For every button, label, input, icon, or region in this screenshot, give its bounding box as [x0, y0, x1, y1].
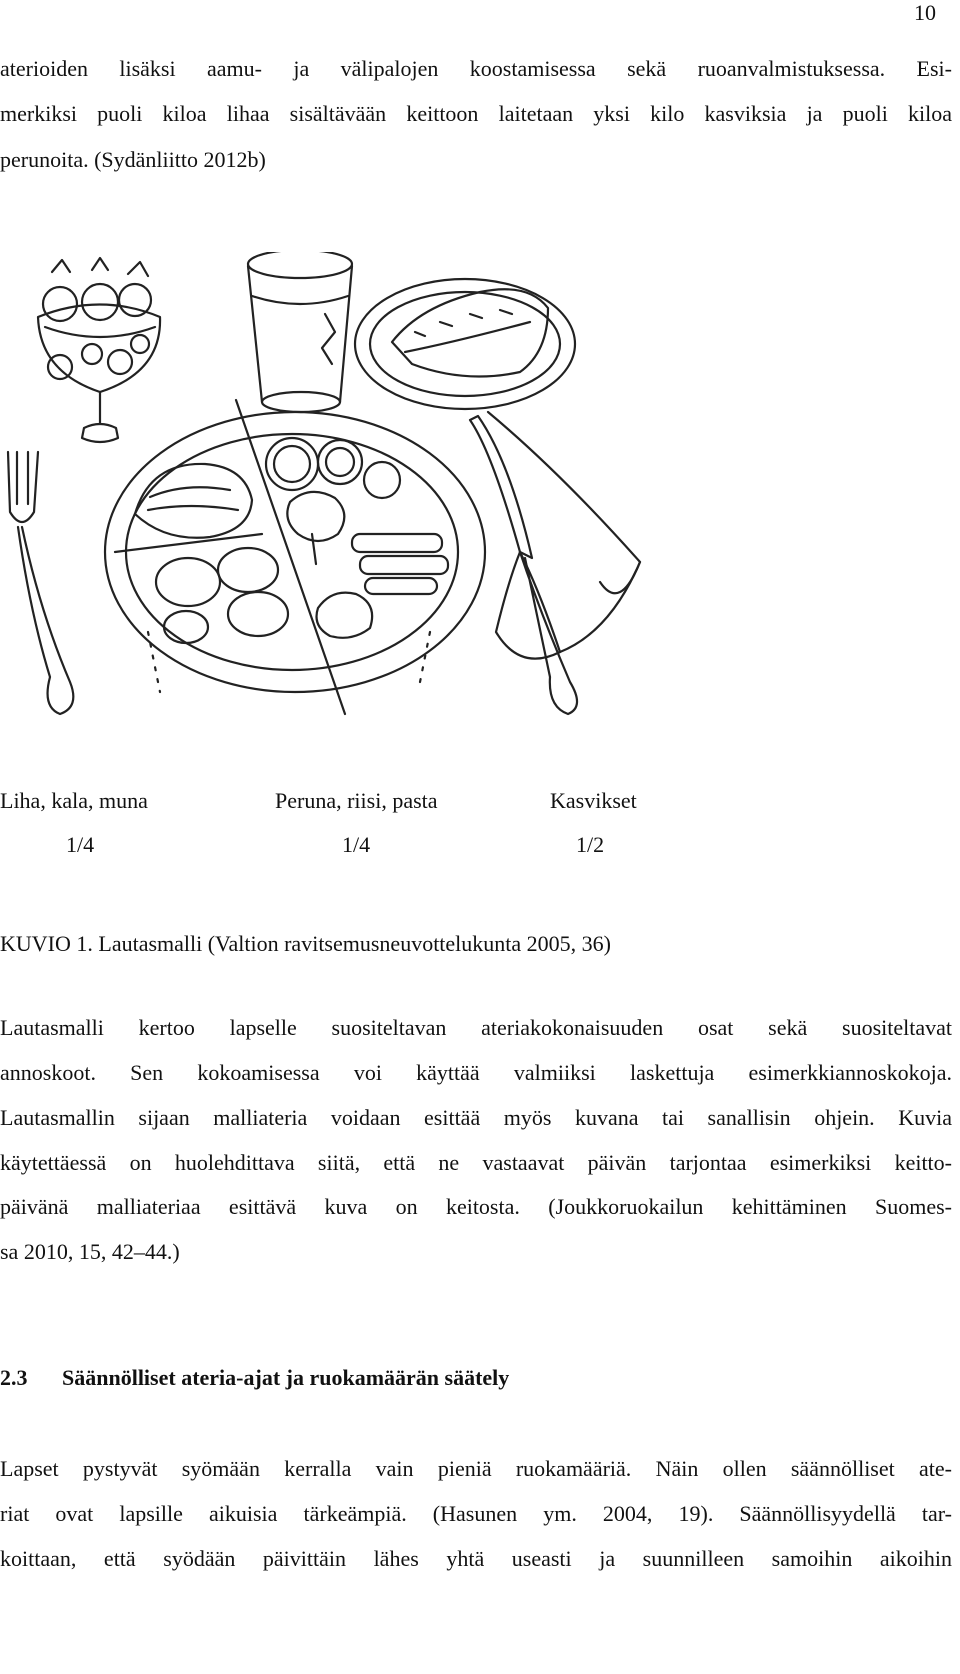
section-number: 2.3 — [0, 1365, 28, 1390]
plate-fraction-vegetables: 1/2 — [576, 832, 605, 857]
body-line: käytettäessä on huolehdittava siitä, että ne vastaavat päivän tarjontaa esimerkiksi keitto- — [0, 1150, 952, 1175]
body-line: annoskoot. Sen kokoamisessa voi käyttää valmiiksi laskettuja esimerkkiannoskokoja. — [0, 1060, 952, 1085]
section-line: Lapset pystyvät syömään kerralla vain pieniä ruokamääriä. Näin ollen säännölliset ate- — [0, 1456, 952, 1481]
section-title: Säännölliset ateria-ajat ja ruokamäärän säätely — [62, 1365, 510, 1390]
section-line: koittaan, että syödään päivittäin lähes yhtä useasti ja suunnilleen samoihin aikoihin — [0, 1546, 952, 1571]
plate-label-protein: Liha, kala, muna — [0, 788, 148, 813]
milk-glass-icon — [248, 252, 352, 412]
page-number: 10 — [914, 0, 936, 25]
figure-caption: KUVIO 1. Lautasmalli (Valtion ravitsemusneuvottelukunta 2005, 36) — [0, 931, 611, 956]
bread-plate-icon — [355, 279, 575, 409]
strawberry-bowl-icon — [38, 258, 160, 442]
napkin-icon — [488, 412, 640, 659]
section-line: riat ovat lapsille aikuisia tärkeämpiä. (Hasunen ym. 2004, 19). Säännöllisyydellä tar- — [0, 1501, 952, 1526]
body-line: päivänä malliateriaa esittävä kuva on keitosta. (Joukkoruokailun kehittäminen Suomes- — [0, 1194, 952, 1219]
fork-icon — [8, 452, 73, 714]
plate-label-vegetables: Kasvikset — [550, 788, 637, 813]
plate-model-illustration — [0, 252, 700, 772]
intro-line: aterioiden lisäksi aamu- ja välipalojen koostamisessa sekä ruoanvalmistuksessa. Esi- — [0, 56, 952, 81]
intro-line: merkiksi puoli kiloa lihaa sisältävään keittoon laitetaan yksi kilo kasviksia ja puoli kiloa — [0, 101, 952, 126]
knife-icon — [470, 416, 577, 714]
body-line: Lautasmalli kertoo lapselle suositeltavan ateriakokonaisuuden osat sekä suositeltavat — [0, 1015, 952, 1040]
plate-fraction-protein: 1/4 — [66, 832, 95, 857]
plate-label-carbohydrates: Peruna, riisi, pasta — [275, 788, 438, 813]
intro-line: perunoita. (Sydänliitto 2012b) — [0, 147, 266, 172]
body-line: sa 2010, 15, 42–44.) — [0, 1239, 180, 1264]
plate-fraction-carbohydrates: 1/4 — [342, 832, 371, 857]
dinner-plate-icon — [105, 400, 485, 714]
body-line: Lautasmallin sijaan malliateria voidaan esittää myös kuvana tai sanallisin ohjein. Kuvia — [0, 1105, 952, 1130]
